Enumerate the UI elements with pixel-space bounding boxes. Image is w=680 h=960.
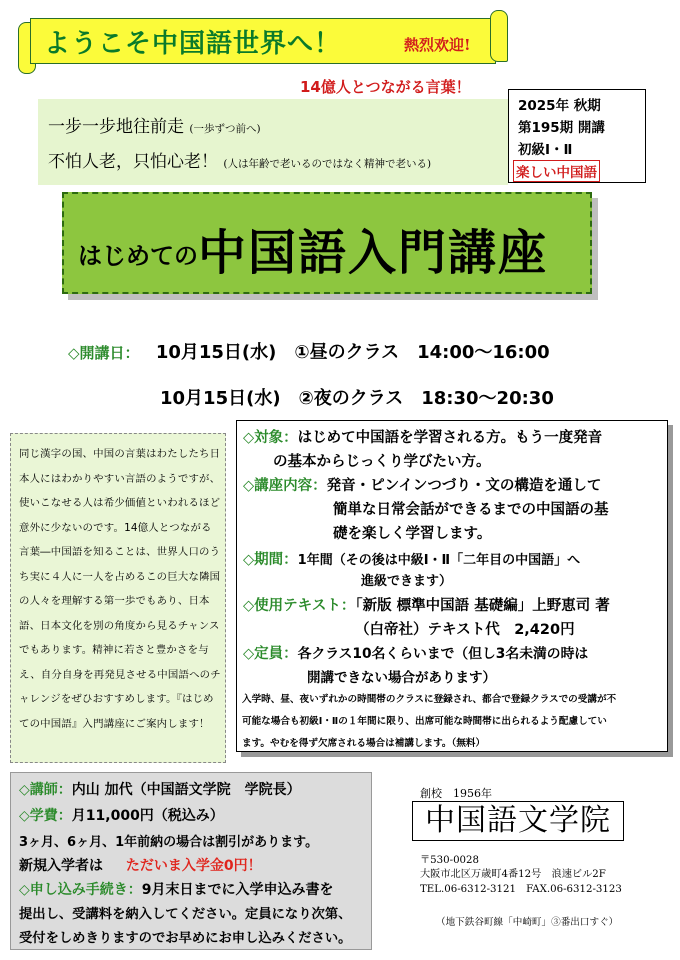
teacher-text: 内山 加代（中国語文学院 学院長）	[71, 782, 301, 798]
capacity-key: ◇定員：	[243, 646, 298, 662]
target-row	[243, 427, 602, 449]
apply-row	[19, 879, 334, 899]
proverb-2-text: 不怕人老，只怕心老！	[48, 152, 218, 172]
fee-key: ◇学費：	[19, 808, 72, 824]
textbook-key: ◇使用テキスト：	[243, 598, 356, 614]
capacity-text-1: 各クラス10名くらいまで（但し3名未満の時は	[297, 646, 589, 662]
established-year: 創校 1956年	[420, 787, 492, 800]
apply-text-1: 9月末日までに入学申込み書を	[141, 882, 334, 898]
welcome-banner	[18, 10, 508, 72]
intro-box	[10, 433, 226, 763]
content-text-2: 簡単な日常会話ができるまでの中国語の基	[333, 502, 609, 518]
teacher-key: ◇講師：	[19, 782, 72, 798]
new-student-row	[19, 855, 262, 875]
schedule-row-1	[68, 338, 550, 364]
tagline: 14億人とつながる言葉！	[300, 78, 471, 96]
schedule-class-2: 10月15日(水) ②夜のクラス 18:30〜20:30	[160, 388, 554, 409]
fee-text: 月11,000円（税込み）	[71, 808, 224, 824]
school-phone: TEL.06-6312-3121 FAX.06-6312-3123	[420, 884, 622, 895]
term-line-4: 楽しい中国語	[513, 160, 600, 182]
new-student-value: ただいま入学金0円！	[125, 858, 262, 874]
textbook-row	[243, 595, 610, 617]
banner-title: ようこそ中国語世界へ！	[44, 29, 342, 59]
intro-text: 同じ漢字の国、中国の言葉はわたしたち日本人にはわかりやすい言語のようですが、使いこなせる人は希少価値といわれるほど意外に少ないのです。14億人とつながる言葉―中国語を知ることは、世界人口のうち実に４人に一人を占めるこの巨大な隣国の人々を理解する第一歩でもあり、日本語、日本文化を別の角度から見るチャンスでもあります。精神に若さと豊かさを与え、自分自身を再発見させる中国語へのチャレンジをぜひおすすめします。『はじめての中国語』入門講座にご案内します！	[19, 448, 221, 730]
scroll-curl-right	[490, 10, 508, 62]
fee-row	[19, 805, 224, 825]
school-access: （地下鉄谷町線「中崎町」③番出口すぐ）	[436, 917, 619, 928]
school-address: 大阪市北区万歳町4番12号 浪速ビル2F	[420, 869, 606, 880]
proverb-2-note: (人は年齢で老いるのではなく精神で老いる)	[223, 158, 432, 170]
course-info-box	[236, 420, 668, 752]
proverb-1	[48, 112, 261, 137]
proverb-1-text: 一步一步地往前走	[48, 117, 184, 137]
school-postal: 〒530-0028	[420, 855, 480, 866]
target-key: ◇対象：	[243, 430, 298, 446]
note-line-3: ます。やむを得ず欠席される場合は補講します。（無料）	[242, 738, 486, 749]
period-text-1: 1年間（その後は中級Ⅰ・Ⅱ「二年目の中国語」へ	[297, 553, 581, 568]
schedule-row-2	[160, 384, 554, 410]
note-line-1: 入学時、昼、夜いずれかの時間帯のクラスに登録され、都合で登録クラスでの受講が不	[242, 694, 617, 705]
note-line-2: 可能な場合も初級Ⅰ・Ⅱの１年間に限り、出席可能な時間帯に出られるよう配慮してい	[242, 716, 607, 727]
apply-key: ◇申し込み手続き：	[19, 882, 142, 898]
period-row	[243, 549, 580, 572]
term-line-2: 第195期 開講	[518, 120, 605, 136]
period-key: ◇期間：	[243, 552, 298, 568]
content-text-1: 発音・ピンインつづり・文の構造を通して	[326, 478, 602, 494]
apply-text-3: 受付をしめきりますのでお早めにお申し込みください。	[19, 931, 352, 946]
capacity-text-2: 開講できない場合があります）	[307, 670, 496, 686]
discount-text: 3ヶ月、6ヶ月、1年前納の場合は割引があります。	[19, 835, 319, 850]
school-name: 中国語文学院	[412, 801, 624, 841]
term-line-1: 2025年 秋期	[518, 98, 601, 114]
term-box	[508, 89, 646, 183]
fees-box	[10, 772, 372, 950]
title-prefix: はじめての	[78, 242, 198, 270]
capacity-row	[243, 643, 588, 665]
schedule-class-1: 10月15日(水) ①昼のクラス 14:00〜16:00	[155, 342, 550, 363]
apply-text-2: 提出し、受講料を納入してください。定員になり次第、	[19, 907, 352, 922]
course-title-box	[62, 192, 592, 294]
target-text-1: はじめて中国語を学習される方。もう一度発音	[297, 430, 603, 446]
content-row	[243, 475, 601, 497]
new-student-label: 新規入学者は	[19, 858, 103, 874]
term-line-3: 初級Ⅰ・Ⅱ	[518, 142, 573, 158]
proverb-1-note: (一歩ずつ前へ)	[189, 123, 261, 135]
proverb-2	[48, 147, 431, 172]
textbook-text-1: 「新版 標準中国語 基礎編」上野恵司 著	[355, 598, 610, 614]
course-title: 中国語入門講座	[198, 225, 549, 281]
target-text-2: の基本からじっくり学びたい方。	[273, 454, 491, 470]
school-card	[396, 777, 648, 935]
textbook-text-2: （白帝社）テキスト代 2,420円	[355, 622, 575, 638]
content-key: ◇講座内容：	[243, 478, 327, 494]
period-text-2: 進級できます）	[361, 574, 453, 589]
teacher-row	[19, 779, 301, 799]
content-text-3: 礎を楽しく学習します。	[333, 526, 492, 542]
schedule-label: ◇開講日：	[68, 344, 140, 362]
banner-subtitle: 熱烈欢迎!	[404, 36, 471, 54]
proverb-box	[38, 99, 508, 185]
